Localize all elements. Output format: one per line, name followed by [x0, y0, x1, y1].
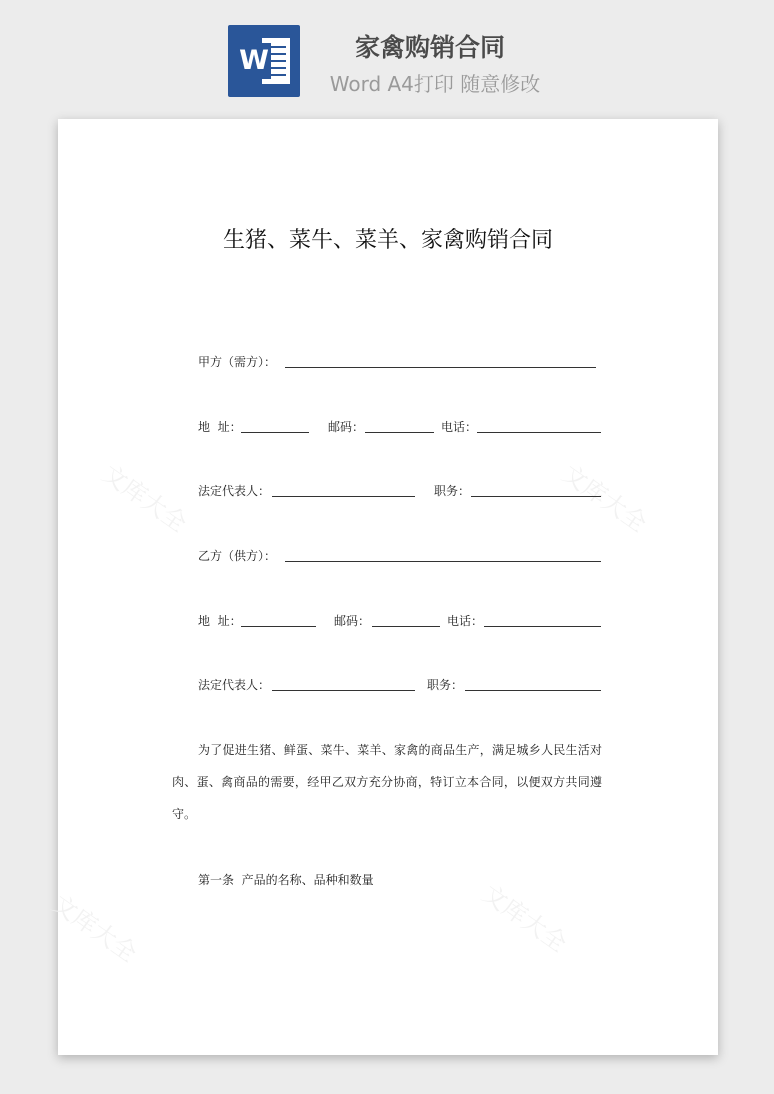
- header: [0, 0, 774, 115]
- address-blank[interactable]: [241, 626, 316, 627]
- phone-blank[interactable]: [484, 626, 601, 627]
- address-label: 地 址：: [198, 420, 242, 434]
- word-letter: W: [237, 43, 271, 79]
- party-a-label: 甲方（需方）：: [198, 355, 277, 369]
- postcode-blank[interactable]: [365, 432, 434, 433]
- phone-blank[interactable]: [477, 432, 601, 433]
- position-blank[interactable]: [465, 690, 601, 691]
- postcode-blank[interactable]: [372, 626, 440, 627]
- party-b-address-line: [58, 610, 718, 632]
- party-a-address-line: [58, 416, 718, 438]
- party-b-blank[interactable]: [285, 561, 601, 562]
- party-b-rep-line: [58, 674, 718, 696]
- watermark: 文库大全: [97, 459, 192, 538]
- word-document-icon: [228, 25, 300, 97]
- position-label: 职务：: [427, 678, 464, 692]
- postcode-label: 邮码：: [334, 614, 371, 628]
- document-title: 生猪、菜牛、菜羊、家禽购销合同: [222, 228, 553, 253]
- rep-blank[interactable]: [272, 496, 415, 497]
- intro-paragraph: 为了促进生猪、鲜蛋、菜牛、菜羊、家禽的商品生产，满足城乡人民生活对肉、蛋、禽商品的需要，经甲乙双方充分协商，特订立本合同，以便双方共同遵守。: [172, 743, 602, 821]
- brand-subtitle: Word A4打印 随意修改: [329, 72, 541, 96]
- document-page: [47, 119, 718, 1055]
- watermark: 文库大全: [47, 889, 142, 968]
- phone-label: 电话：: [441, 420, 478, 434]
- phone-label: 电话：: [447, 614, 484, 628]
- position-blank[interactable]: [471, 496, 601, 497]
- position-label: 职务：: [434, 484, 471, 498]
- postcode-label: 邮码：: [328, 420, 365, 434]
- party-b-label: 乙方（供方）：: [198, 549, 277, 563]
- address-label: 地 址：: [198, 614, 242, 628]
- rep-label: 法定代表人：: [198, 484, 271, 498]
- party-a-line: [58, 351, 718, 373]
- party-a-blank[interactable]: [285, 367, 596, 368]
- party-a-rep-line: [58, 480, 718, 502]
- watermark: 文库大全: [557, 459, 652, 538]
- address-blank[interactable]: [241, 432, 309, 433]
- rep-blank[interactable]: [272, 690, 415, 691]
- party-b-line: [58, 545, 718, 567]
- rep-label: 法定代表人：: [198, 678, 271, 692]
- brand-title: 家禽购销合同: [354, 33, 505, 62]
- watermark: 文库大全: [477, 879, 572, 958]
- clause-1-heading: 第一条 产品的名称、品种和数量: [198, 873, 374, 887]
